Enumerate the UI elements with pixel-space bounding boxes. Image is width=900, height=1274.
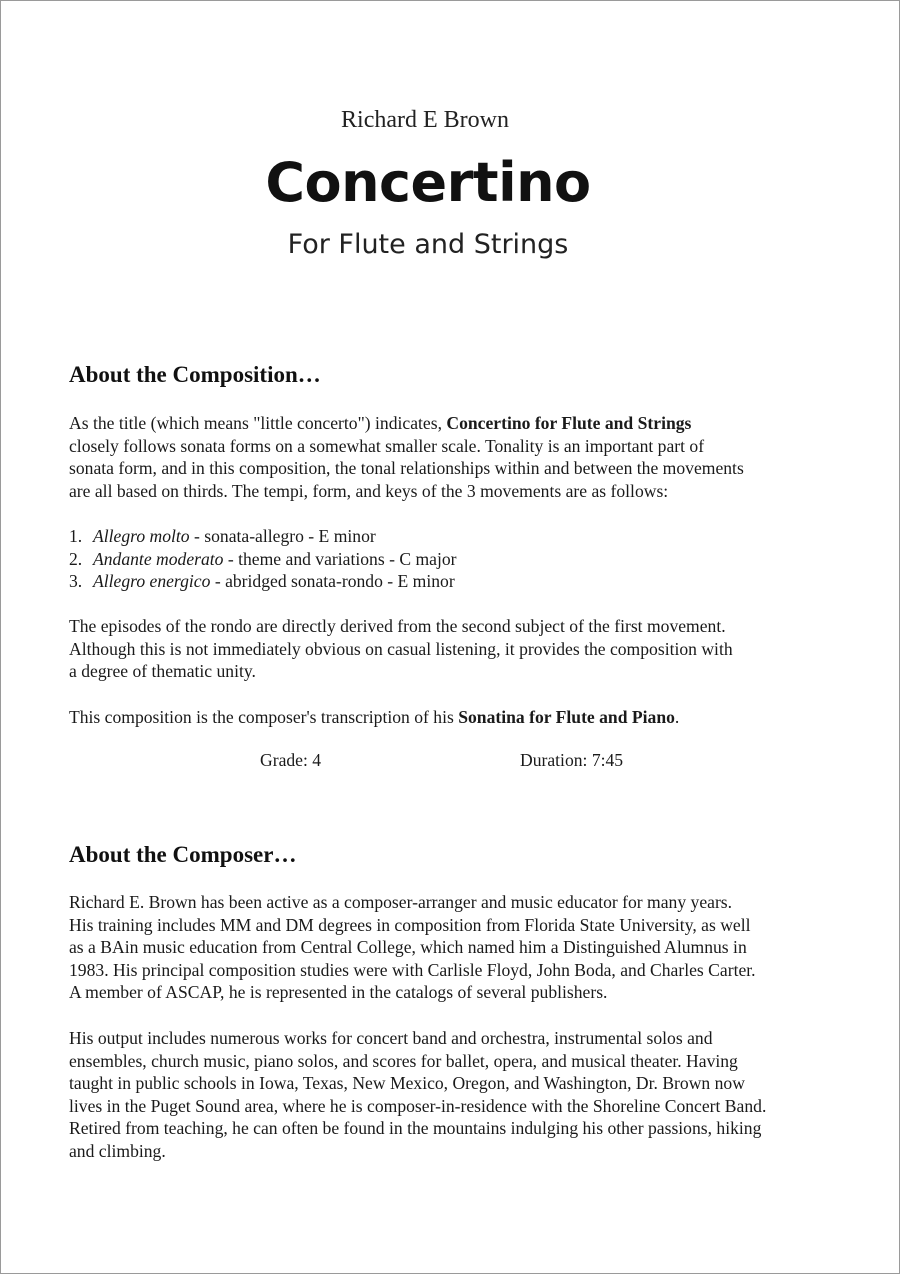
para-line: a degree of thematic unity.	[69, 661, 256, 682]
composer-paragraph-2	[69, 1027, 859, 1163]
list-number: 3.	[69, 571, 83, 592]
para-line: and climbing.	[69, 1140, 166, 1161]
para-line: closely follows sonata forms on a somewhat smaller scale. Tonality is an important part of	[69, 435, 705, 456]
para-text: This composition is the composer's transcription of his	[69, 707, 459, 727]
list-number: 1.	[69, 526, 83, 546]
para-line: Richard E. Brown has been active as a composer-arranger and music educator for many years.	[69, 892, 733, 912]
grade-label: Grade: 4	[260, 750, 322, 770]
para-line: are all based on thirds. The tempi, form, and keys of the 3 movements are as follows:	[69, 480, 669, 501]
para-line: Retired from teaching, he can often be found in the mountains indulging his other passions, hiking	[69, 1118, 762, 1139]
movement-details: - theme and variations - C major	[223, 548, 457, 569]
movements-list	[69, 525, 769, 593]
work-subtitle: For Flute and Strings	[287, 229, 569, 260]
movement-tempo: Andante moderato	[93, 548, 224, 569]
sonatina-title-bold: Sonatina for Flute and Piano	[458, 707, 675, 727]
para-line: ensembles, church music, piano solos, and scores for ballet, opera, and musical theater. Having	[69, 1050, 738, 1071]
work-title-bold: Concertino for Flute and Strings	[446, 413, 692, 433]
list-item	[69, 525, 769, 548]
para-line: 1983. His principal composition studies were with Carlisle Floyd, John Boda, and Charles Carter.	[69, 959, 756, 980]
para-line: taught in public schools in Iowa, Texas, New Mexico, Oregon, and Washington, Dr. Brown now	[69, 1073, 745, 1094]
para-line: A member of ASCAP, he is represented in the catalogs of several publishers.	[69, 982, 608, 1003]
list-item	[69, 570, 769, 593]
para-line: His training includes MM and DM degrees in composition from Florida State University, as well	[69, 914, 751, 935]
para-line: His output includes numerous works for concert band and orchestra, instrumental solos and	[69, 1028, 713, 1048]
para-line: lives in the Puget Sound area, where he is composer-in-residence with the Shoreline Concert Band.	[69, 1095, 767, 1116]
composition-heading: About the Composition…	[69, 362, 321, 387]
para-text: As the title (which means "little concerto") indicates,	[69, 413, 447, 433]
composition-paragraph-1	[69, 412, 859, 502]
work-title: Concertino	[265, 151, 591, 214]
movement-details: - sonata-allegro - E minor	[189, 526, 376, 546]
movement-details: - abridged sonata-rondo - E minor	[210, 571, 455, 592]
list-item	[69, 548, 769, 571]
movement-tempo: Allegro molto	[93, 526, 190, 546]
para-line: sonata form, and in this composition, the tonal relationships within and between the movements	[69, 458, 744, 479]
duration-label: Duration: 7:45	[520, 750, 624, 770]
para-text: .	[674, 707, 680, 727]
para-line: The episodes of the rondo are directly derived from the second subject of the first movement.	[69, 616, 726, 636]
composer-paragraph-1	[69, 891, 859, 1004]
movement-tempo: Allegro energico	[93, 571, 211, 592]
list-number: 2.	[69, 548, 83, 569]
para-line: Although this is not immediately obvious on casual listening, it provides the composition with	[69, 638, 733, 659]
para-line: as a BAin music education from Central College, which named him a Distinguished Alumnus in	[69, 937, 747, 958]
composer-heading: About the Composer…	[69, 842, 297, 867]
composition-paragraph-3	[69, 706, 859, 729]
composer-name: Richard E Brown	[341, 107, 509, 133]
composition-paragraph-2	[69, 615, 859, 683]
